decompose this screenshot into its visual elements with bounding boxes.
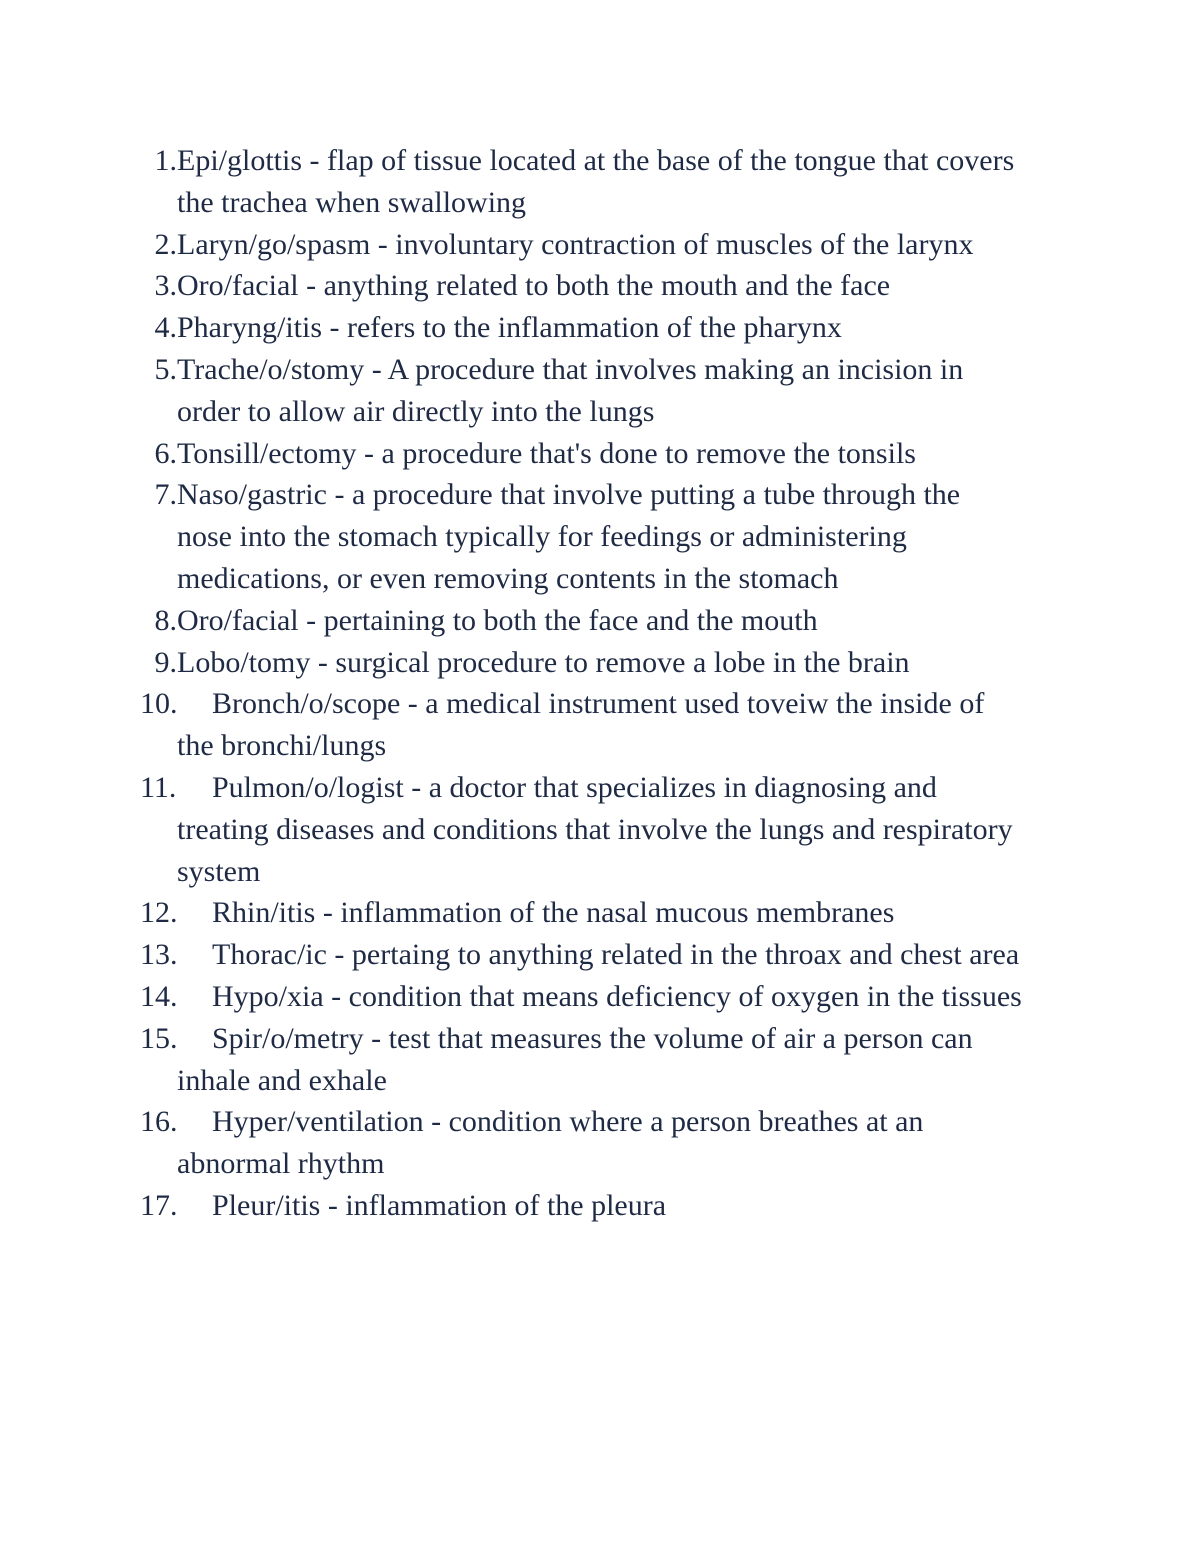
list-item [140, 307, 1070, 349]
list-item-line: Hyper/ventilation - condition where a person breathes at an [212, 1105, 924, 1139]
list-item [140, 349, 1070, 433]
list-item-text [140, 767, 1070, 892]
list-item [140, 767, 1070, 892]
list-item-line: system [177, 854, 261, 888]
list-item [140, 474, 1070, 599]
list-item [140, 642, 1070, 684]
list-item-text [140, 1185, 1070, 1227]
list-item-text [177, 600, 1070, 642]
list-item-line: the bronchi/lungs [177, 729, 387, 763]
list-item-text [177, 642, 1070, 684]
list-item [140, 265, 1070, 307]
list-item [140, 892, 1070, 934]
list-item-number: 13. [140, 938, 178, 972]
list-item [140, 600, 1070, 642]
list-item-line: Pleur/itis - inflammation of the pleura [212, 1188, 667, 1222]
list-item-text [140, 976, 1070, 1018]
list-item [140, 1101, 1070, 1185]
list-item-text [177, 349, 1070, 433]
list-item-number: 15. [140, 1021, 178, 1055]
list-item-text [140, 892, 1070, 934]
list-item-text [177, 474, 1070, 599]
list-item-line: Lobo/tomy - surgical procedure to remove a lobe in the brain [177, 645, 910, 679]
list-item-number: 1. [154, 144, 177, 177]
list-item-line: Pulmon/o/logist - a doctor that specializes in diagnosing and [212, 770, 937, 804]
list-item-text [140, 1101, 1070, 1185]
list-item-number: 10. [140, 687, 178, 721]
list-item-number: 9. [154, 645, 177, 679]
list-item [140, 224, 1070, 266]
list-item-line: Epi/glottis - flap of tissue located at the base of the tongue that covers [177, 144, 1015, 177]
list-item-line: abnormal rhythm [177, 1147, 385, 1181]
list-item-text [177, 224, 1070, 266]
list-item-text [177, 307, 1070, 349]
list-item-line: medications, or even removing contents in the stomach [177, 561, 839, 595]
list-item-number: 16. [140, 1105, 178, 1139]
medical-terms-list [140, 140, 1070, 1227]
list-item [140, 976, 1070, 1018]
list-item-line: inhale and exhale [177, 1063, 387, 1097]
list-item-line: Bronch/o/scope - a medical instrument used toveiw the inside of [212, 687, 985, 721]
list-item-number: 5. [154, 352, 177, 386]
list-item-text [177, 140, 1070, 224]
list-item-number: 17. [140, 1188, 178, 1222]
list-item-number: 7. [154, 478, 177, 512]
list-item-line: nose into the stomach typically for feedings or administering [177, 520, 907, 554]
list-item-text [177, 433, 1070, 475]
list-item-text [140, 1018, 1070, 1102]
list-item-line: the trachea when swallowing [177, 185, 527, 219]
list-item [140, 433, 1070, 475]
list-item-number: 2. [154, 227, 177, 261]
list-item [140, 1018, 1070, 1102]
list-item-number: 12. [140, 896, 178, 930]
list-item-number: 14. [140, 979, 178, 1013]
list-item-line: Pharyng/itis - refers to the inflammation of the pharynx [177, 311, 842, 345]
list-item-line: Rhin/itis - inflammation of the nasal mucous membranes [212, 896, 895, 930]
list-item-line: order to allow air directly into the lungs [177, 394, 655, 428]
list-item [140, 683, 1070, 767]
list-item-line: Laryn/go/spasm - involuntary contraction of muscles of the larynx [177, 227, 974, 261]
list-item-number: 6. [154, 436, 177, 470]
list-item-number: 3. [154, 269, 177, 303]
list-item-number: 8. [154, 603, 177, 637]
list-item-line: Oro/facial - anything related to both the mouth and the face [177, 269, 891, 303]
list-item-text [140, 683, 1070, 767]
list-item-line: Hypo/xia - condition that means deficiency of oxygen in the tissues [212, 979, 1022, 1013]
list-item-text [140, 934, 1070, 976]
list-item-line: Tonsill/ectomy - a procedure that's done to remove the tonsils [177, 436, 916, 470]
list-item-line: Spir/o/metry - test that measures the volume of air a person can [212, 1021, 973, 1055]
list-item-line: Thorac/ic - pertaing to anything related in the throax and chest area [212, 938, 1020, 972]
list-item-number: 4. [154, 311, 177, 345]
list-item-line: Trache/o/stomy - A procedure that involves making an incision in [177, 352, 964, 386]
list-item-line: treating diseases and conditions that involve the lungs and respiratory [177, 812, 1013, 846]
list-item-line: Oro/facial - pertaining to both the face and the mouth [177, 603, 818, 637]
list-item [140, 1185, 1070, 1227]
list-item [140, 140, 1070, 224]
list-item-line: Naso/gastric - a procedure that involve putting a tube through the [177, 478, 961, 512]
list-item-text [177, 265, 1070, 307]
list-item-number: 11. [140, 770, 177, 804]
list-item [140, 934, 1070, 976]
